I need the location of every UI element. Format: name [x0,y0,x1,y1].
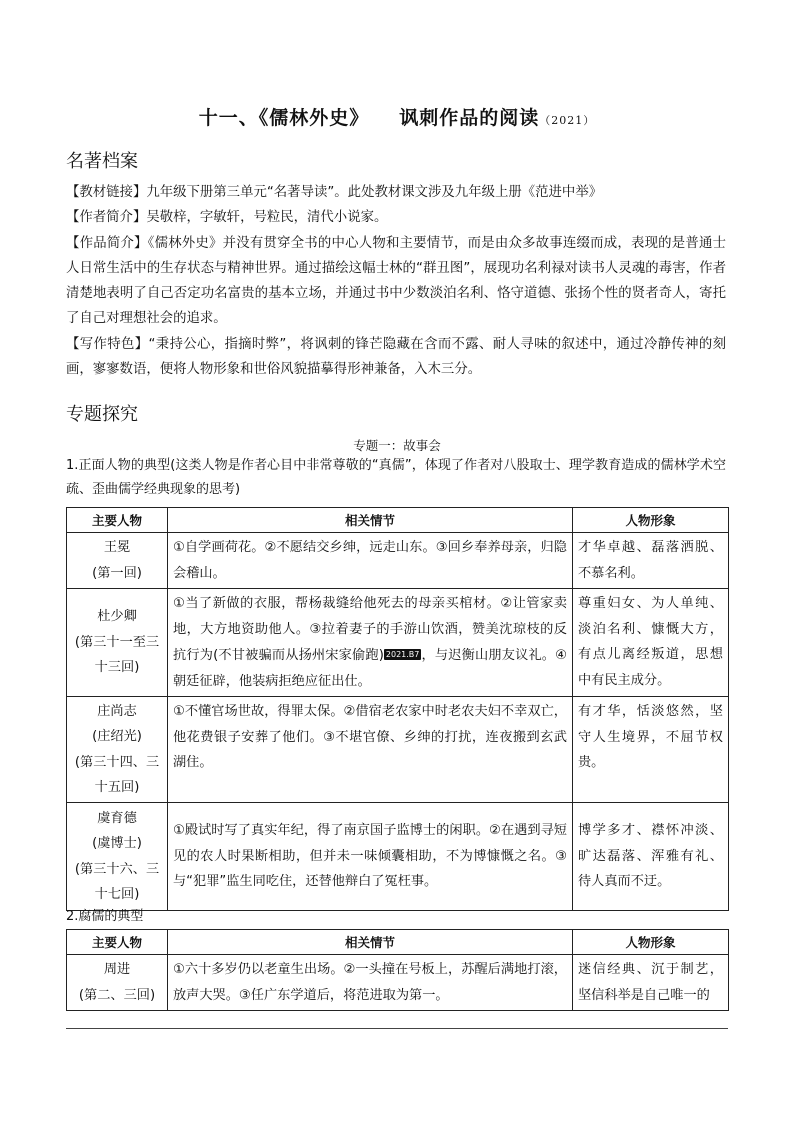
archive-block [66,180,726,382]
character-chapter: (第三十一至三十三回) [74,634,160,676]
pedant-characters-table [66,929,729,1011]
header-character-image: 人物形象 [573,930,729,955]
archive-heading: 名著档案 [66,151,138,172]
title-sub: 讽刺作品的阅读 [399,107,540,129]
work-text: 《儒林外史》并没有贯穿全书的中心人物和主要情节，而是由众多故事连缀而成，表现的是普通士人日常生活中的生存状态与精神世界。通过描绘这幅士林的“群丑图”，展现功名利禄对读书人灵魂的毒害，作者清楚地表明了自己否定功名富贵的基本立场，并通过书中少数淡泊名利、恪守道德、张扬个性的贤者奇人，寄托了自己对理想社会的追求。 [66,235,727,327]
character-name: 虞育德 [97,810,137,826]
character-cell [67,803,168,911]
writing-style [66,332,726,383]
work-label: 【作品简介】 [66,235,148,251]
image-cell: 有才华，恬淡悠然，坚守人生境界，不屈节权贵。 [573,697,729,803]
image-cell: 迷信经典、沉于制艺，坚信科举是自己唯一的 [573,955,729,1011]
table-row [67,955,729,1011]
header-main-character: 主要人物 [67,508,168,533]
image-cell: 博学多才、襟怀冲淡、旷达磊落、浑雅有礼、待人真而不迂。 [573,803,729,911]
plot-cell [168,589,573,697]
table-row [67,803,729,911]
header-character-image: 人物形象 [573,508,729,533]
image-cell: 才华卓越、磊落洒脱、不慕名利。 [573,533,729,589]
header-main-character: 主要人物 [67,930,168,955]
table-header-row [67,930,729,955]
table-row [67,533,729,589]
textbook-text: 九年级下册第三单元“名著导读”。此处教材课文涉及九年级上册《范进中举》 [146,185,603,200]
title-year: （2021） [539,114,596,127]
topic-heading: 专题探究 [66,404,138,425]
plot-text-after: ，与迟衡山朋友议礼。④朝廷征辟，他装病拒绝应征出仕。 [173,648,567,689]
character-cell [67,697,168,803]
page-title [0,103,794,130]
character-cell [67,589,168,697]
topic1-intro: 1.正面人物的典型(这类人物是作者心目中非常尊敬的“真儒”，体现了作者对八股取士、理学教育造成的儒林学术空疏、歪曲儒学经典现象的思考) [66,458,726,497]
style-label: 【写作特色】 [66,336,149,352]
character-name: 庄尚志 [97,703,137,719]
character-name: 周进 [103,962,131,977]
author-label: 【作者简介】 [66,210,147,226]
plot-text-before: ①当了新做的衣服，帮杨裁缝给他死去的母亲买棺材。②让管家卖地，大方地资助他人。③拉着妻子的手游山饮酒，赞美沈琼枝的反抗行为(不甘被骗而从扬州宋家偷跑) [173,596,567,663]
image-cell: 尊重妇女、为人单纯、淡泊名利、慷慨大方，有点儿离经叛道，思想中有民主成分。 [573,589,729,697]
work-intro [66,231,726,332]
header-related-plot: 相关情节 [168,930,573,955]
header-related-plot: 相关情节 [168,508,573,533]
plot-cell: ①自学画荷花。②不愿结交乡绅，远走山东。③回乡奉养母亲，归隐会稽山。 [168,533,573,589]
plot-cell: ①六十多岁仍以老童生出场。②一头撞在号板上，苏醒后满地打滚，放声大哭。③任广东学道后，将范进取为第一。 [168,955,573,1011]
plot-cell: ①殿试时写了真实年纪，得了南京国子监博士的闲职。②在遇到寻短见的农人时果断相助，但并未一味倾囊相助，不为博慷慨之名。③与“犯罪”监生同吃住，还替他辩白了冤枉事。 [168,803,573,911]
character-name: 王冕 [103,540,131,555]
character-chapter: (第一回) [92,565,142,581]
title-main: 十一、《儒林外史》 [198,107,370,129]
character-name: 杜少卿 [97,609,137,625]
character-chapter: (第三十四、三十五回) [74,754,160,795]
style-text: “秉持公心，指摘时弊”，将讽刺的锋芒隐藏在含而不露、耐人寻味的叙述中，通过冷静传神的刻画，寥寥数语，便将人物形象和世俗风貌描摹得形神兼备，入木三分。 [66,336,727,378]
textbook-link [66,180,726,205]
author-text: 吴敬梓，字敏轩，号粒民，清代小说家。 [146,210,388,226]
character-chapter: (第三十六、三十七回) [74,861,160,902]
page-footer-rule [66,1028,728,1029]
character-chapter: (第二、三回) [78,987,156,1003]
character-alias: (庄绍光) [92,729,142,744]
character-cell [67,955,168,1011]
positive-characters-table [66,507,729,911]
author-intro [66,205,726,230]
topic1-title: 专题一：故事会 [353,438,441,453]
topic2-intro: 2.腐儒的典型 [66,909,144,924]
exam-tag-badge: 2021.B7 [385,650,420,659]
table-header-row [67,508,729,533]
character-alias: (虞博士) [92,836,142,851]
table-row [67,589,729,697]
character-cell [67,533,168,589]
textbook-label: 【教材链接】 [66,185,147,200]
plot-cell: ①不懂官场世故，得罪太保。②借宿老农家中时老农夫妇不幸双亡，他花费银子安葬了他们。③不堪官僚、乡绅的打扰，连夜搬到玄武湖住。 [168,697,573,803]
table-row [67,697,729,803]
